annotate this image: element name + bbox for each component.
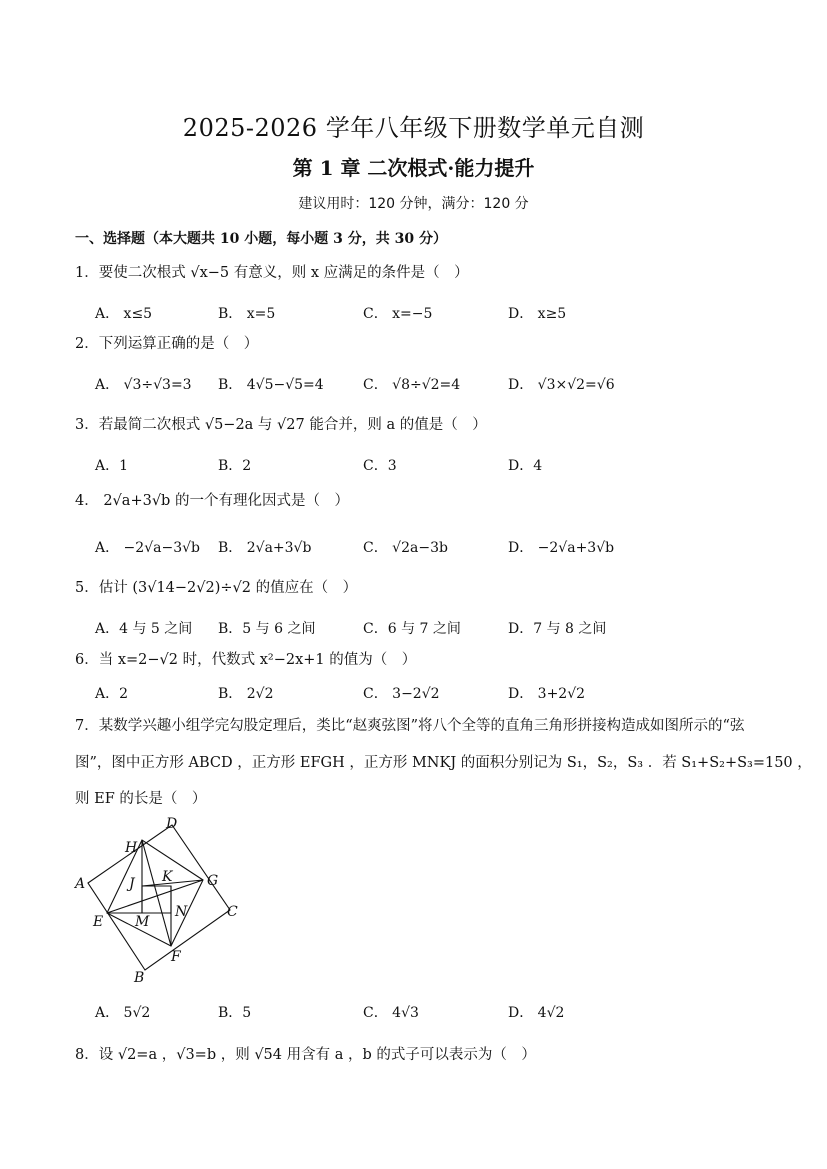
option-c: C． 3−2√2 <box>363 686 440 702</box>
option-c: C． √2a−3b <box>363 540 448 556</box>
label-f: F <box>171 949 181 965</box>
option-b: B． 2√a+3√b <box>218 540 312 556</box>
option-b: B． x=5 <box>218 306 276 322</box>
option-d: D． 4√2 <box>508 1005 565 1021</box>
exam-meta: 建议用时：120 分钟，满分：120 分 <box>298 196 529 212</box>
label-g: G <box>207 873 219 889</box>
question-stem: 6．当 x=2−√2 时，代数式 x²−2x+1 的值为（ ） <box>75 652 417 668</box>
option-d: D． x≥5 <box>508 306 567 322</box>
option-a: A．2 <box>95 686 129 702</box>
option-b: B．5 与 6 之间 <box>218 621 316 637</box>
question-stem: 2．下列运算正确的是（ ） <box>75 336 259 352</box>
option-d: D．7 与 8 之间 <box>508 621 607 637</box>
option-a: A． 5√2 <box>95 1005 151 1021</box>
question-stem: 1．要使二次根式 √x−5 有意义，则 x 应满足的条件是（ ） <box>75 265 469 281</box>
option-c: C． x=−5 <box>363 306 433 322</box>
zhao-shuang-diagram <box>70 808 240 988</box>
option-b: B． 2√2 <box>218 686 274 702</box>
question-stem-line: 图”，图中正方形 ABCD ，正方形 EFGH ，正方形 MNKJ 的面积分别记为 S₁，S₂，S₃ ．若 S₁+S₂+S₃=150 ， <box>75 755 812 771</box>
square-abcd <box>88 825 230 970</box>
label-a: A <box>75 876 86 892</box>
question-stem: 8．设 √2=a ，√3=b ，则 √54 用含有 a ，b 的式子可以表示为（ ） <box>75 1047 536 1063</box>
label-m: M <box>135 914 150 930</box>
label-e: E <box>93 914 104 930</box>
option-d: D． 3+2√2 <box>508 686 586 702</box>
option-c: C． √8÷√2=4 <box>363 377 461 393</box>
square-efgh <box>107 840 203 946</box>
question-stem-line: 则 EF 的长是（ ） <box>75 791 207 807</box>
option-d: D． √3×√2=√6 <box>508 377 615 393</box>
option-d: D．4 <box>508 458 543 474</box>
option-b: B．2 <box>218 458 252 474</box>
option-c: C．6 与 7 之间 <box>363 621 461 637</box>
label-j: J <box>129 876 135 892</box>
section-heading: 一、选择题（本大题共 10 小题，每小题 3 分，共 30 分） <box>75 231 447 247</box>
chapter-subtitle: 第 1 章 二次根式·能力提升 <box>292 156 535 180</box>
question-stem-line: 7．某数学兴趣小组学完勾股定理后，类比“赵爽弦图”将八个全等的直角三角形拼接构造成如图所示的“弦 <box>75 718 745 734</box>
option-c: C． 4√3 <box>363 1005 419 1021</box>
label-n: N <box>175 904 188 920</box>
question-stem: 3．若最简二次根式 √5−2a 与 √27 能合并，则 a 的值是（ ） <box>75 417 487 433</box>
label-d: D <box>166 816 178 832</box>
option-a: A． −2√a−3√b <box>95 540 200 556</box>
option-a: A． √3÷√3=3 <box>95 377 192 393</box>
option-c: C．3 <box>363 458 397 474</box>
option-d: D． −2√a+3√b <box>508 540 615 556</box>
label-h: H <box>125 840 138 856</box>
option-a: A． x≤5 <box>95 306 153 322</box>
label-b: B <box>134 970 145 986</box>
question-stem: 5．估计 (3√14−2√2)÷√2 的值应在（ ） <box>75 580 358 596</box>
label-c: C <box>227 904 238 920</box>
page-title: 2025-2026 学年八年级下册数学单元自测 <box>182 114 645 142</box>
label-k: K <box>162 869 173 885</box>
option-b: B． 4√5−√5=4 <box>218 377 324 393</box>
option-a: A．1 <box>95 458 129 474</box>
option-a: A．4 与 5 之间 <box>95 621 193 637</box>
question-stem: 4． 2√a+3√b 的一个有理化因式是（ ） <box>75 493 349 509</box>
option-b: B．5 <box>218 1005 252 1021</box>
